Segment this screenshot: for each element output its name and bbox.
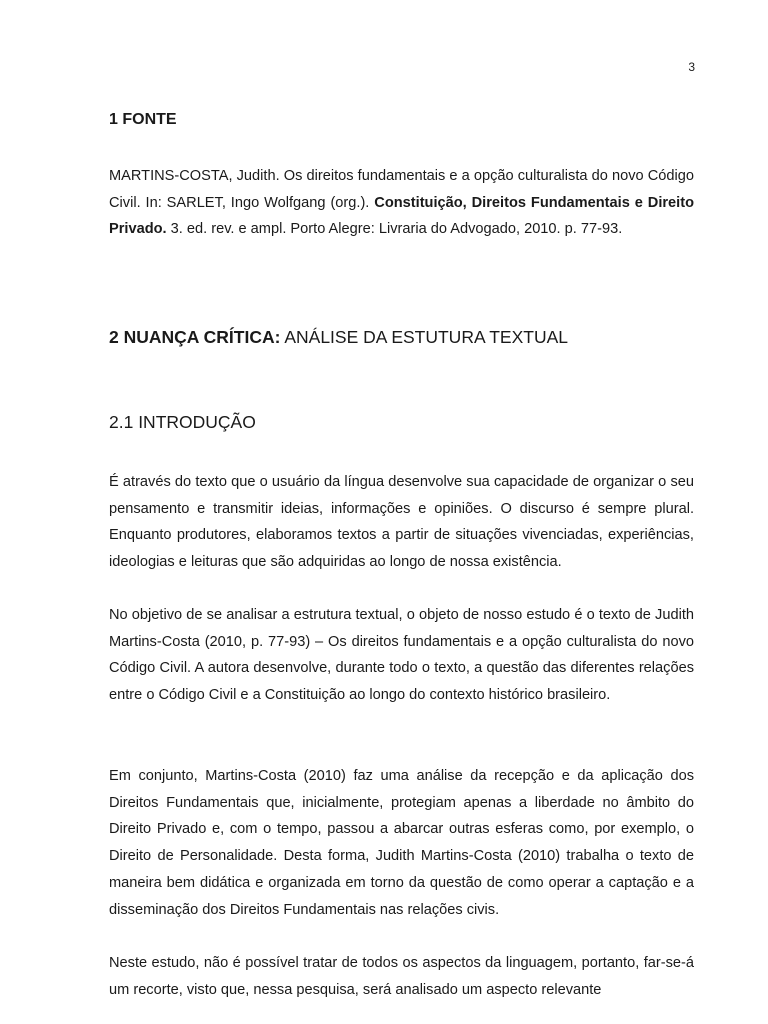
paragraph: Neste estudo, não é possível tratar de todos os aspectos da linguagem, portanto, far-se-á um recorte, visto que, nessa pesquisa, será analisado um aspecto relevante (109, 955, 694, 998)
reference-publication-info: 3. ed. rev. e ampl. Porto Alegre: Livraria do Advogado, 2010. p. 77-93. (166, 221, 623, 238)
bibliographic-reference (109, 163, 694, 243)
paragraph: Em conjunto, Martins-Costa (2010) faz uma análise da recepção e da aplicação dos Direitos Fundamentais que, inicialmente, protegiam apenas a liberdade no âmbito do Direito Privado e, com o tempo, passou a abarcar outras esferas como, por exemplo, o Direito de Personalidade. Desta forma, Judith Martins-Costa (2010) trabalha o texto de maneira bem didática e organizada em torno da questão de como operar a captação e a disseminação dos Direitos Fundamentais nas relações civis. (109, 768, 694, 918)
section-heading-nuanca-critica (109, 327, 568, 348)
section-heading-fonte: 1 FONTE (109, 111, 177, 128)
section-heading-subtitle: ANÁLISE DA ESTUTURA TEXTUAL (280, 327, 568, 347)
reference-authors: MARTINS-COSTA, Judith. Os direitos fundamentais e a opção culturalista do novo Código Civil. In: SARLET, Ingo Wolfgang (org.). (109, 168, 694, 211)
subsection-heading-introducao: 2.1 INTRODUÇÃO (109, 412, 256, 432)
section-heading-lead: 2 NUANÇA CRÍTICA: (109, 327, 281, 347)
paragraph: É através do texto que o usuário da língua desenvolve sua capacidade de organizar o seu pensamento e transmitir ideias, informações e opiniões. O discurso é sempre plural. Enquanto produtores, elaboramos textos a partir de situações vivenciadas, experiências, ideologias e leituras que são adquiridas ao longo de nossa existência. (109, 474, 694, 571)
page-number: 3 (688, 60, 695, 74)
reference-book-title: Constituição, Direitos Fundamentais e Direito Privado. (109, 194, 695, 238)
paragraph: No objetivo de se analisar a estrutura textual, o objeto de nosso estudo é o texto de Judith Martins-Costa (2010, p. 77-93) – Os direitos fundamentais e a opção culturalista do novo Código Civil. A autora desenvolve, durante todo o texto, a questão das diferentes relações entre o Código Civil e a Constituição ao longo do contexto histórico brasileiro. (109, 607, 694, 704)
